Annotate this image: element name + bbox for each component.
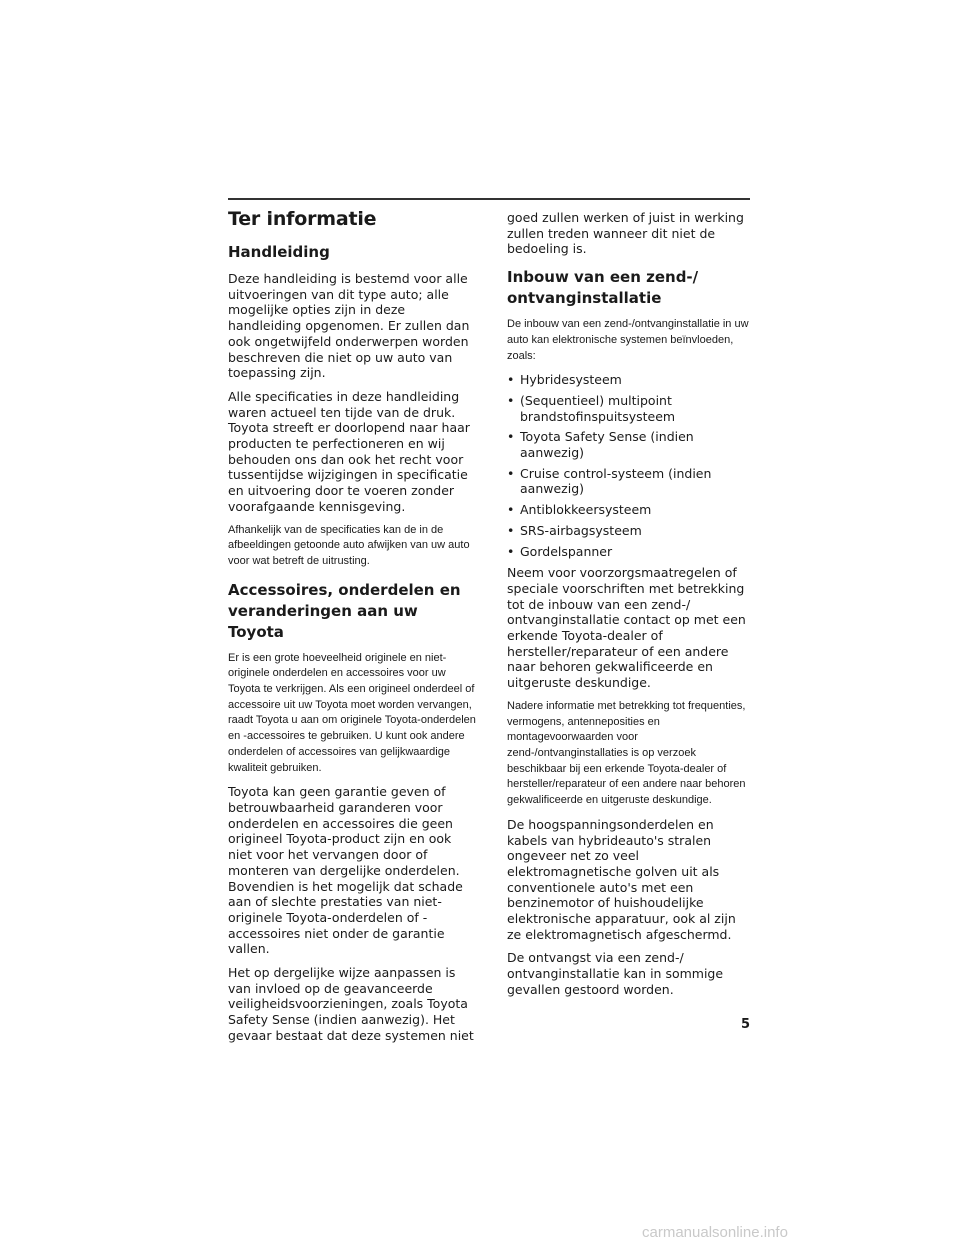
heading-handleiding: Handleiding (228, 243, 330, 261)
note-specificaties: Afhankelijk van de specificaties kan de in de afbeeldingen getoonde auto afwijken van uw auto voor wat betreft de uitrusting. (228, 523, 470, 567)
footer-watermark: carmanualsonline.info (642, 1224, 788, 1241)
systems-list (507, 372, 753, 559)
note-inbouw: De inbouw van een zend-/ontvanginstallatie in uw auto kan elektronische systemen beïnvloeden, zoals: (507, 318, 749, 362)
list-item: • (Sequentieel) multipoint brandstofinspuitsysteem (507, 393, 753, 424)
list-item: • SRS-airbagsysteem (507, 523, 753, 539)
page-title: Ter informatie (228, 208, 377, 230)
note-onderdelen: Er is een grote hoeveelheid originele en niet-originele onderdelen en accessoires voor uw Toyota te verkrijgen. Als een origineel onderdeel of accessoire uit uw Toyota moet worden vervangen, raadt Toyota u aan om originele Toyota-onderdelen en -accessoires te gebruiken. U kunt ook andere onderdelen of accessoires van gelijkwaardige kwaliteit gebruiken. (228, 651, 476, 774)
header-rule (228, 198, 750, 200)
paragraph-continued: goed zullen werken of juist in werking zullen treden wanneer dit niet de bedoeling is. (507, 210, 744, 257)
list-item: • Hybridesysteem (507, 372, 753, 388)
note-frequenties: Nadere informatie met betrekking tot frequenties, vermogens, antenneposities en montagevoorwaarden voor zend-/ontvanginstallaties is op verzoek beschikbaar bij een erkende Toyota-dealer of hersteller/reparateur of een andere naar behoren gekwalificeerde en uitgeruste deskundige. (507, 699, 746, 807)
paragraph-2: Alle specificaties in deze handleiding waren actueel ten tijde van de druk. Toyota streeft er doorlopend naar haar producten te perfectioneren en wij behouden ons dan ook het recht voor tussentijdse wijzigingen in specificatie en uitvoering door te voeren zonder voorafgaande kennisgeving. (228, 388, 470, 514)
paragraph-4: Het op dergelijke wijze aanpassen is van invloed op de geavanceerde veiligheidsvoorzieningen, zoals Toyota Safety Sense (indien aanwezig). Het gevaar bestaat dat deze systemen niet (228, 965, 474, 1043)
paragraph-6: De hoogspanningsonderdelen en kabels van hybrideauto's stralen ongeveer net zo veel elektromagnetische golven uit als conventionele auto's met een benzinemotor of huishoudelijke elektronische apparatuur, ook al zijn ze elektromagnetisch afgeschermd. (507, 816, 736, 942)
page-number: 5 (741, 1017, 751, 1032)
list-item: • Antiblokkeersysteem (507, 502, 753, 518)
paragraph-5: Neem voor voorzorgsmaatregelen of speciale voorschriften met betrekking tot de inbouw van een zend-/ ontvanginstallatie contact op met een erkende Toyota-dealer of hersteller/reparateur of een andere naar behoren gekwalificeerde en uitgeruste deskundige. (507, 565, 746, 691)
paragraph-1: Deze handleiding is bestemd voor alle uitvoeringen van dit type auto; alle mogelijke opties zijn in deze handleiding opgenomen. Er zullen dan ook ongetwijfeld onderwerpen worden beschreven die niet op uw auto van toepassing zijn. (228, 271, 470, 381)
list-item: • Cruise control-systeem (indien aanwezig) (507, 466, 753, 497)
heading-inbouw: Inbouw van een zend-/ ontvanginstallatie (507, 268, 699, 308)
heading-accessoires: Accessoires, onderdelen en veranderingen aan uw Toyota (228, 580, 461, 641)
paragraph-3: Toyota kan geen garantie geven of betrouwbaarheid garanderen voor onderdelen en accessoires die geen origineel Toyota-product zijn en ook niet voor het vervangen door of monteren van dergelijke onderdelen. Bovendien is het mogelijk dat schade aan of slechte prestaties van niet-originele Toyota-onderdelen of -accessoires niet onder de garantie vallen. (228, 784, 463, 957)
list-item: • Toyota Safety Sense (indien aanwezig) (507, 429, 753, 460)
paragraph-7: De ontvangst via een zend-/ ontvanginstallatie kan in sommige gevallen gestoord worden. (507, 950, 724, 997)
right-column (507, 210, 753, 1006)
list-item: • Gordelspanner (507, 544, 753, 560)
left-column (228, 206, 476, 1052)
